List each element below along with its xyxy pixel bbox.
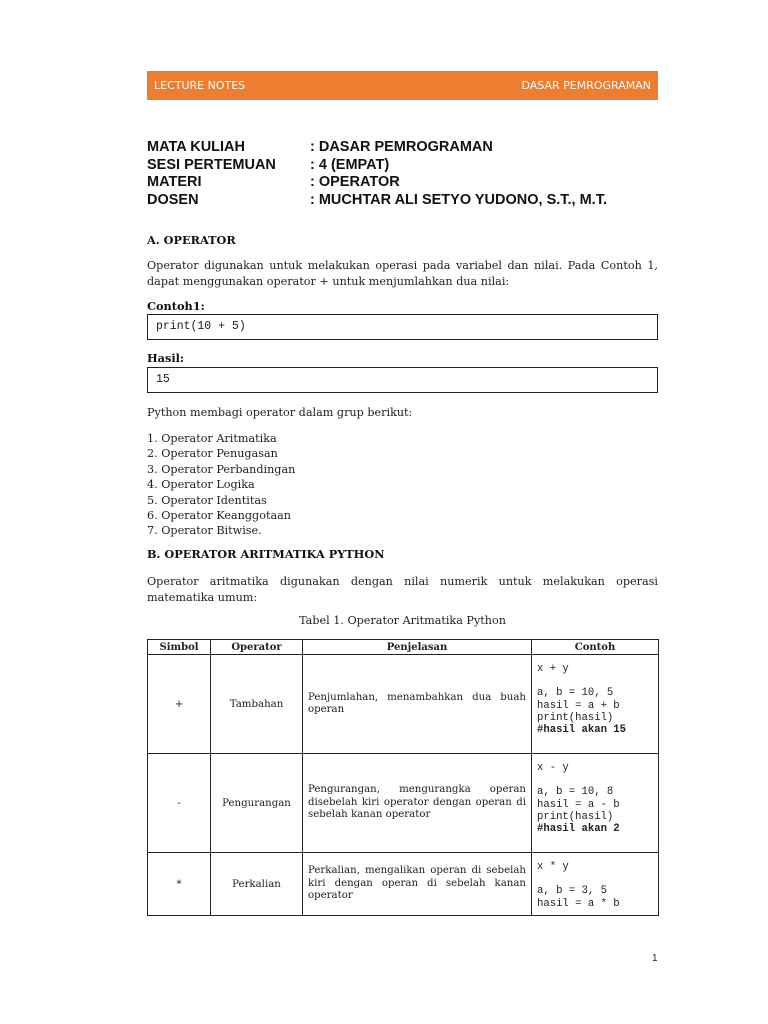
operator-cell: Pengurangan	[211, 754, 303, 853]
list-item: 2. Operator Penugasan	[147, 447, 278, 461]
explanation-cell: Pengurangan, mengurangka operan disebelah kiri operator dengan operan di sebelah kanan operator	[303, 754, 532, 853]
column-header: Simbol	[148, 640, 211, 655]
operator-group-list	[147, 431, 295, 539]
table-row	[148, 655, 659, 754]
code-line: a, b = 10, 8	[537, 786, 614, 799]
meta-row	[147, 139, 607, 157]
table-row	[148, 754, 659, 853]
course-info	[147, 139, 607, 209]
list-item: 6. Operator Keanggotaan	[147, 508, 291, 522]
section-b-title: B. OPERATOR ARITMATIKA PYTHON	[147, 547, 385, 561]
list-item: 5. Operator Identitas	[147, 493, 267, 507]
example-label: Contoh1:	[147, 299, 205, 313]
meta-value: : OPERATOR	[310, 174, 400, 190]
meta-row	[147, 192, 607, 210]
column-header: Operator	[211, 640, 303, 655]
operator-cell: Perkalian	[211, 853, 303, 916]
symbol-cell: *	[148, 853, 211, 916]
header-left-label: LECTURE NOTES	[154, 79, 246, 92]
table-row	[148, 853, 659, 916]
code-line: hasil = a * b	[537, 897, 620, 910]
meta-key: MATERI	[147, 174, 202, 190]
list-item: 1. Operator Aritmatika	[147, 432, 277, 445]
column-header: Penjelasan	[303, 640, 532, 655]
meta-row	[147, 174, 607, 192]
list-item: 4. Operator Logika	[147, 478, 255, 492]
list-item: 7. Operator Bitwise.	[147, 524, 262, 538]
explanation-cell: Perkalian, mengalikan operan di sebelah kiri dengan operan di sebelah kanan operator	[303, 853, 532, 916]
header-right-label: DASAR PEMROGRAMAN	[521, 79, 651, 92]
page-number: 1	[652, 953, 658, 964]
meta-row	[147, 157, 607, 175]
section-a-title: A. OPERATOR	[147, 233, 236, 247]
explanation-cell: Penjumlahan, menambahkan dua buah operan	[303, 655, 532, 754]
groups-intro: Python membagi operator dalam grup berikut:	[147, 406, 413, 419]
example-cell	[532, 853, 659, 916]
column-header: Contoh	[532, 640, 659, 655]
code-comment: #hasil akan 15	[537, 724, 627, 737]
meta-value: : MUCHTAR ALI SETYO YUDONO, S.T., M.T.	[310, 191, 607, 208]
meta-key: MATA KULIAH	[147, 139, 245, 155]
meta-key: DOSEN	[147, 191, 199, 208]
code-line: print(hasil)	[537, 711, 614, 724]
example-cell	[532, 655, 659, 754]
section-a-intro: Operator digunakan untuk melakukan operasi pada variabel dan nilai. Pada Contoh 1, dapat menggunakan operator + untuk menjumlahkan dua nilai:	[147, 259, 658, 288]
meta-value: : DASAR PEMROGRAMAN	[310, 139, 493, 155]
symbol-cell: -	[148, 754, 211, 853]
table-caption: Tabel 1. Operator Aritmatika Python	[299, 614, 506, 627]
symbol-cell: +	[148, 655, 211, 754]
meta-value: : 4 (EMPAT)	[310, 156, 390, 173]
code-expression: x + y	[537, 663, 569, 675]
code-expression: x * y	[537, 861, 569, 873]
example-cell	[532, 754, 659, 853]
code-line: a, b = 3, 5	[537, 885, 607, 898]
result-code-box: 15	[147, 367, 658, 393]
code-expression: x - y	[537, 762, 569, 774]
table-header-row	[148, 640, 659, 655]
list-item: 3. Operator Perbandingan	[147, 462, 296, 476]
code-line: print(hasil)	[537, 810, 614, 823]
operator-cell: Tambahan	[211, 655, 303, 754]
code-line: hasil = a + b	[537, 699, 620, 712]
section-b-intro: Operator aritmatika digunakan dengan nilai numerik untuk melakukan operasi matematika umum:	[147, 575, 658, 604]
code-line: hasil = a - b	[537, 798, 620, 811]
meta-key: SESI PERTEMUAN	[147, 156, 276, 173]
header-banner	[147, 71, 658, 100]
example-code-box: print(10 + 5)	[147, 314, 658, 340]
code-line: a, b = 10, 5	[537, 687, 614, 700]
result-label: Hasil:	[147, 351, 185, 365]
arithmetic-operator-table	[147, 639, 659, 916]
code-comment: #hasil akan 2	[537, 823, 620, 836]
